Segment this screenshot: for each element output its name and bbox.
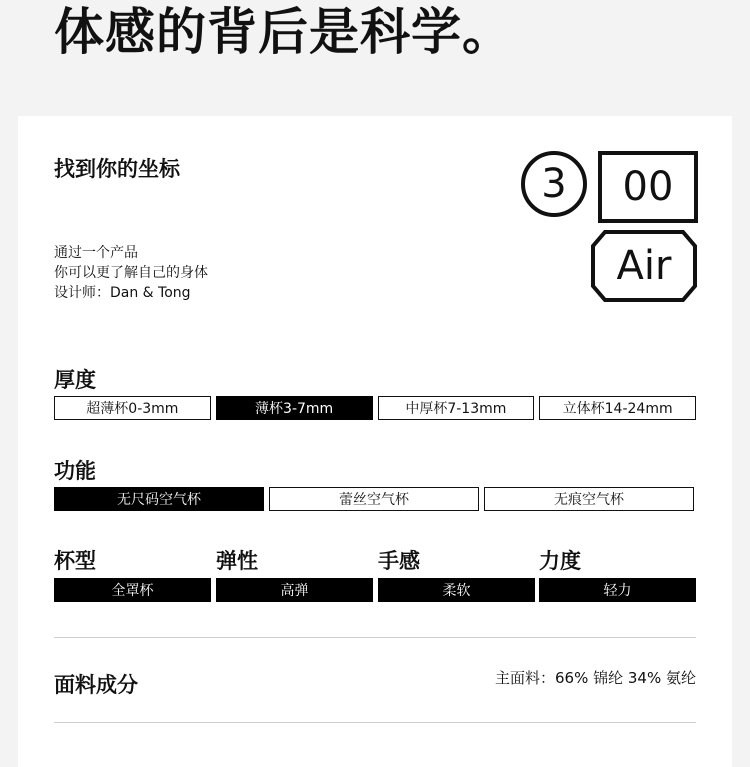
description-line: 通过一个产品 [54, 245, 138, 261]
size-number-badge: 3 [521, 151, 587, 217]
function-option-lace[interactable]: 蕾丝空气杯 [269, 487, 479, 511]
product-description [54, 243, 208, 303]
type-badge [591, 230, 697, 302]
thickness-option-thin[interactable]: 薄杯3-7mm [216, 396, 373, 420]
divider [54, 722, 696, 723]
hand-feel-label: 手感 [378, 549, 420, 573]
type-badge-label: Air [616, 243, 672, 289]
fabric-title: 面料成分 [54, 673, 138, 697]
function-title: 功能 [54, 459, 96, 483]
elasticity-label: 弹性 [216, 549, 258, 573]
card-title: 找到你的坐标 [54, 157, 180, 181]
divider [54, 637, 696, 638]
cup-type-value: 全罩杯 [54, 578, 211, 602]
thickness-options [54, 396, 696, 420]
fabric-composition: 主面料：66% 锦纶 34% 氨纶 [495, 669, 696, 687]
thickness-option-3d[interactable]: 立体杯14-24mm [539, 396, 696, 420]
description-line: 你可以更了解自己的身体 [54, 265, 208, 281]
elasticity-value: 高弹 [216, 578, 373, 602]
description-line: 设计师：Dan & Tong [54, 285, 191, 301]
page-headline: 体感的背后是科学。 [54, 3, 513, 61]
thickness-option-medium[interactable]: 中厚杯7-13mm [378, 396, 535, 420]
size-code-badge: 00 [598, 151, 698, 223]
product-info-card [18, 116, 732, 767]
strength-value: 轻力 [539, 578, 696, 602]
thickness-option-ultra-thin[interactable]: 超薄杯0-3mm [54, 396, 211, 420]
cup-type-label: 杯型 [54, 549, 96, 573]
hand-feel-value: 柔软 [378, 578, 535, 602]
function-option-sizeless[interactable]: 无尺码空气杯 [54, 487, 264, 511]
strength-label: 力度 [539, 549, 581, 573]
thickness-title: 厚度 [54, 368, 96, 392]
function-options [54, 487, 696, 511]
function-option-seamless[interactable]: 无痕空气杯 [484, 487, 694, 511]
